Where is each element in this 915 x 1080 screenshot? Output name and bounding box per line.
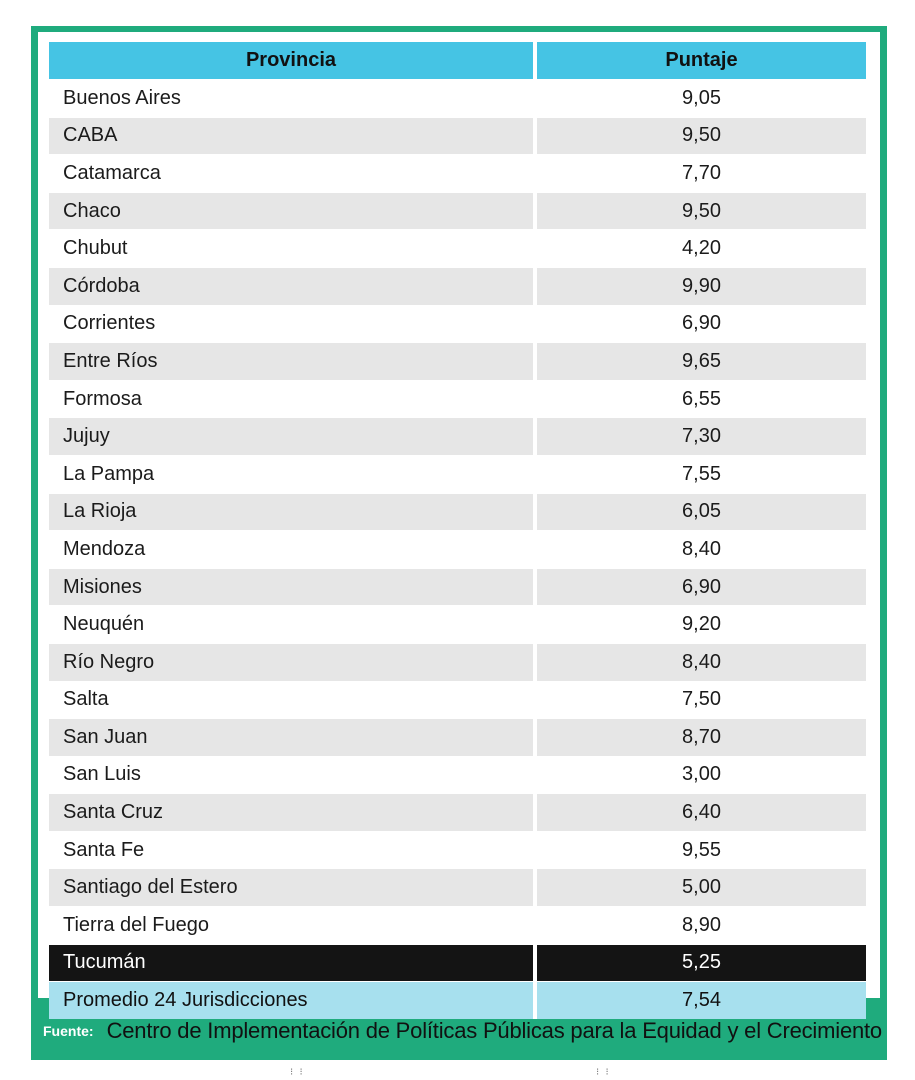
table-row [49, 79, 866, 117]
province-cell: Santa Cruz [49, 793, 537, 831]
score-cell: 8,40 [537, 530, 866, 568]
table-frame [31, 26, 887, 1060]
table-row [49, 305, 866, 343]
province-cell: CABA [49, 117, 537, 155]
average-value: 7,54 [537, 981, 866, 1019]
score-cell: 7,55 [537, 455, 866, 493]
province-cell: Tucumán [49, 944, 537, 982]
province-cell: San Luis [49, 756, 537, 794]
score-cell: 9,05 [537, 79, 866, 117]
column-header-provincia: Provincia [49, 42, 537, 79]
score-cell: 6,90 [537, 568, 866, 606]
score-cell: 5,00 [537, 868, 866, 906]
table-row [49, 380, 866, 418]
province-cell: Río Negro [49, 643, 537, 681]
table-row [49, 681, 866, 719]
province-cell: Entre Ríos [49, 342, 537, 380]
province-cell: Corrientes [49, 305, 537, 343]
score-cell: 6,40 [537, 793, 866, 831]
table-row [49, 868, 866, 906]
table-row [49, 154, 866, 192]
province-cell: Mendoza [49, 530, 537, 568]
score-cell: 6,05 [537, 493, 866, 531]
score-cell: 9,65 [537, 342, 866, 380]
province-cell: Santiago del Estero [49, 868, 537, 906]
average-label: Promedio 24 Jurisdicciones [49, 981, 537, 1019]
province-cell: Catamarca [49, 154, 537, 192]
province-cell: Tierra del Fuego [49, 906, 537, 944]
table-row [49, 117, 866, 155]
province-cell: San Juan [49, 718, 537, 756]
province-cell: Chaco [49, 192, 537, 230]
province-cell: Salta [49, 681, 537, 719]
table-row [49, 229, 866, 267]
table-row [49, 831, 866, 869]
score-cell: 6,90 [537, 305, 866, 343]
province-cell: La Pampa [49, 455, 537, 493]
province-cell: Buenos Aires [49, 79, 537, 117]
source-note [43, 1014, 882, 1048]
table-row [49, 605, 866, 643]
province-cell: Chubut [49, 229, 537, 267]
table-row [49, 455, 866, 493]
score-cell: 9,20 [537, 605, 866, 643]
score-cell: 9,50 [537, 192, 866, 230]
score-cell: 8,70 [537, 718, 866, 756]
table-row [49, 944, 866, 982]
score-cell: 9,50 [537, 117, 866, 155]
score-cell: 7,70 [537, 154, 866, 192]
score-cell: 7,50 [537, 681, 866, 719]
score-cell: 8,90 [537, 906, 866, 944]
table-row [49, 756, 866, 794]
score-cell: 7,30 [537, 417, 866, 455]
score-cell: 6,55 [537, 380, 866, 418]
divider-dots: ⁝ ⁝ [290, 1067, 303, 1078]
province-cell: Córdoba [49, 267, 537, 305]
table-row [49, 906, 866, 944]
table-row [49, 342, 866, 380]
province-cell: Jujuy [49, 417, 537, 455]
column-header-puntaje: Puntaje [537, 42, 866, 79]
province-cell: Santa Fe [49, 831, 537, 869]
table-row [49, 417, 866, 455]
table-row [49, 530, 866, 568]
table-panel [38, 32, 880, 1012]
table-row [49, 192, 866, 230]
score-cell: 8,40 [537, 643, 866, 681]
table-row [49, 793, 866, 831]
table-row [49, 267, 866, 305]
table-header-row [49, 42, 866, 79]
table-row [49, 493, 866, 531]
table-row [49, 718, 866, 756]
source-label: Fuente: [43, 1023, 94, 1039]
province-cell: Misiones [49, 568, 537, 606]
province-cell: Neuquén [49, 605, 537, 643]
province-score-table [49, 42, 866, 1019]
table-body [49, 79, 866, 1019]
province-cell: Formosa [49, 380, 537, 418]
score-cell: 9,90 [537, 267, 866, 305]
score-cell: 3,00 [537, 756, 866, 794]
score-cell: 9,55 [537, 831, 866, 869]
table-row [49, 643, 866, 681]
source-text: Centro de Implementación de Políticas Públicas para la Equidad y el Crecimiento [106, 1018, 882, 1043]
province-cell: La Rioja [49, 493, 537, 531]
score-cell: 4,20 [537, 229, 866, 267]
divider-dots: ⁝ ⁝ [596, 1067, 609, 1078]
table-row [49, 568, 866, 606]
score-cell: 5,25 [537, 944, 866, 982]
